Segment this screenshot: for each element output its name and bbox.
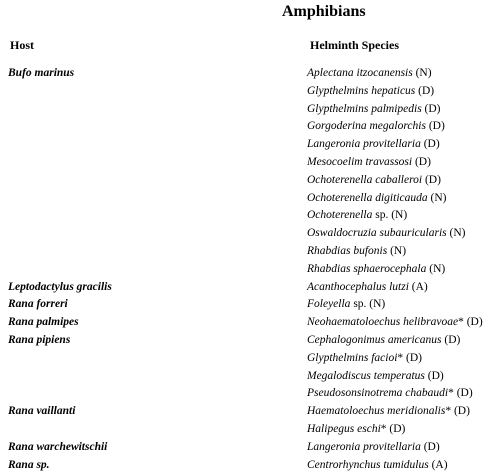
species-name: Ochoterenella digiticauda xyxy=(307,191,428,204)
table-row xyxy=(0,120,501,138)
species-name: Glypthelmins palmipedis xyxy=(307,102,422,115)
table-row xyxy=(0,387,501,405)
table-row xyxy=(0,67,501,85)
table-row xyxy=(0,245,501,263)
species-code: (D) xyxy=(424,369,444,382)
table-row xyxy=(0,459,501,476)
host-name: Rana vaillanti xyxy=(8,405,76,418)
species-code: sp. (N) xyxy=(372,209,408,222)
helminth-species-cell xyxy=(307,405,470,417)
helminth-species-cell xyxy=(307,281,428,293)
helminth-species-cell xyxy=(307,352,422,364)
host-name: Rana forreri xyxy=(8,298,68,311)
helminth-species-cell xyxy=(307,370,444,382)
host-name: Leptodactylus gracilis xyxy=(8,280,112,293)
species-code: (D) xyxy=(425,120,445,133)
helminth-species-cell xyxy=(307,227,465,239)
species-name: Neohaematoloechus helibravoae xyxy=(307,316,459,329)
species-code: (A) xyxy=(428,458,448,471)
table-row xyxy=(0,174,501,192)
species-name: Foleyella xyxy=(307,298,351,311)
table-row xyxy=(0,352,501,370)
helminth-species-cell xyxy=(307,103,441,115)
table-body xyxy=(0,67,501,476)
species-code: * (D) xyxy=(445,405,470,418)
table-row xyxy=(0,441,501,459)
table-row xyxy=(0,298,501,316)
species-code: (N) xyxy=(446,227,466,240)
species-code: * (D) xyxy=(448,387,473,400)
species-name: Oswaldocruzia subauricularis xyxy=(307,227,447,240)
helminth-species-cell xyxy=(307,263,445,275)
host-name: Rana sp. xyxy=(8,458,50,471)
species-code: sp. (N) xyxy=(350,298,386,311)
helminth-species-cell xyxy=(307,192,446,204)
helminth-species-cell xyxy=(307,156,431,168)
table-row xyxy=(0,103,501,121)
species-name: Langeronia provitellaria xyxy=(307,440,421,453)
table-row xyxy=(0,334,501,352)
helminth-species-cell xyxy=(307,209,407,221)
species-name: Megalodiscus temperatus xyxy=(307,369,425,382)
species-name: Langeronia provitellaria xyxy=(307,138,421,151)
species-name: Pseudosonsinotrema chabaudi xyxy=(307,387,449,400)
species-name: Gorgoderina megalorchis xyxy=(307,120,426,133)
helminth-species-cell xyxy=(307,334,460,346)
species-code: (N) xyxy=(426,262,446,275)
species-name: Glypthelmins hepaticus xyxy=(307,84,416,97)
helminth-species-cell xyxy=(307,459,448,471)
helminth-species-cell xyxy=(307,174,441,186)
species-code: (D) xyxy=(421,102,441,115)
species-code: (D) xyxy=(441,333,461,346)
species-code: (D) xyxy=(415,84,435,97)
species-column-header: Helminth Species xyxy=(310,38,399,52)
helminth-species-cell xyxy=(307,67,432,79)
host-name: Rana warchewitschii xyxy=(8,440,108,453)
species-code: (D) xyxy=(420,440,440,453)
species-name: Ochoterenella xyxy=(307,209,373,222)
species-code: (D) xyxy=(422,173,441,186)
species-code: (A) xyxy=(408,280,428,293)
helminth-species-cell xyxy=(307,298,385,310)
species-code: (N) xyxy=(412,67,432,79)
table-row xyxy=(0,209,501,227)
species-name: Glypthelmins facioi xyxy=(307,351,398,364)
helminth-species-cell xyxy=(307,138,440,150)
species-name: Cephalogonimus americanus xyxy=(307,333,442,346)
species-name: Centrorhynchus tumidulus xyxy=(307,458,429,471)
helminth-species-cell xyxy=(307,120,445,132)
species-code: * (D) xyxy=(380,422,406,435)
species-name: Ochoterenella caballeroi xyxy=(307,173,423,186)
table-title: Amphibians xyxy=(282,3,366,20)
table-row xyxy=(0,85,501,103)
species-code: * (D) xyxy=(397,351,422,364)
host-name: Bufo marinus xyxy=(8,67,75,79)
species-name: Aplectana itzocanensis xyxy=(307,67,413,79)
host-column-header: Host xyxy=(10,38,34,52)
species-name: Haematoloechus meridionalis xyxy=(307,405,446,418)
host-name: Rana pipiens xyxy=(8,333,71,346)
table-row xyxy=(0,423,501,441)
table-row xyxy=(0,370,501,388)
species-name: Acanthocephalus lutzi xyxy=(307,280,409,293)
species-code: * (D) xyxy=(458,316,483,329)
host-name: Rana palmipes xyxy=(8,316,79,329)
helminth-species-cell xyxy=(307,85,434,97)
species-code: (N) xyxy=(387,244,407,257)
table-row xyxy=(0,263,501,281)
table-row xyxy=(0,156,501,174)
species-name: Rhabdias bufonis xyxy=(307,244,388,257)
species-name: Mesocoelim travassosi xyxy=(307,155,413,168)
helminth-species-cell xyxy=(307,423,405,435)
table-row xyxy=(0,281,501,299)
table-row xyxy=(0,316,501,334)
table-row xyxy=(0,138,501,156)
species-code: (N) xyxy=(427,191,447,204)
helminth-species-cell xyxy=(307,387,473,399)
helminth-species-cell xyxy=(307,441,440,453)
species-code: (D) xyxy=(412,155,431,168)
species-name: Halipegus eschi xyxy=(307,422,381,435)
helminth-species-cell xyxy=(307,245,406,257)
species-name: Rhabdias sphaerocephala xyxy=(307,262,427,275)
species-code: (D) xyxy=(420,138,440,151)
helminth-species-cell xyxy=(307,316,483,328)
table-row xyxy=(0,405,501,423)
table-row xyxy=(0,227,501,245)
table-row xyxy=(0,192,501,210)
